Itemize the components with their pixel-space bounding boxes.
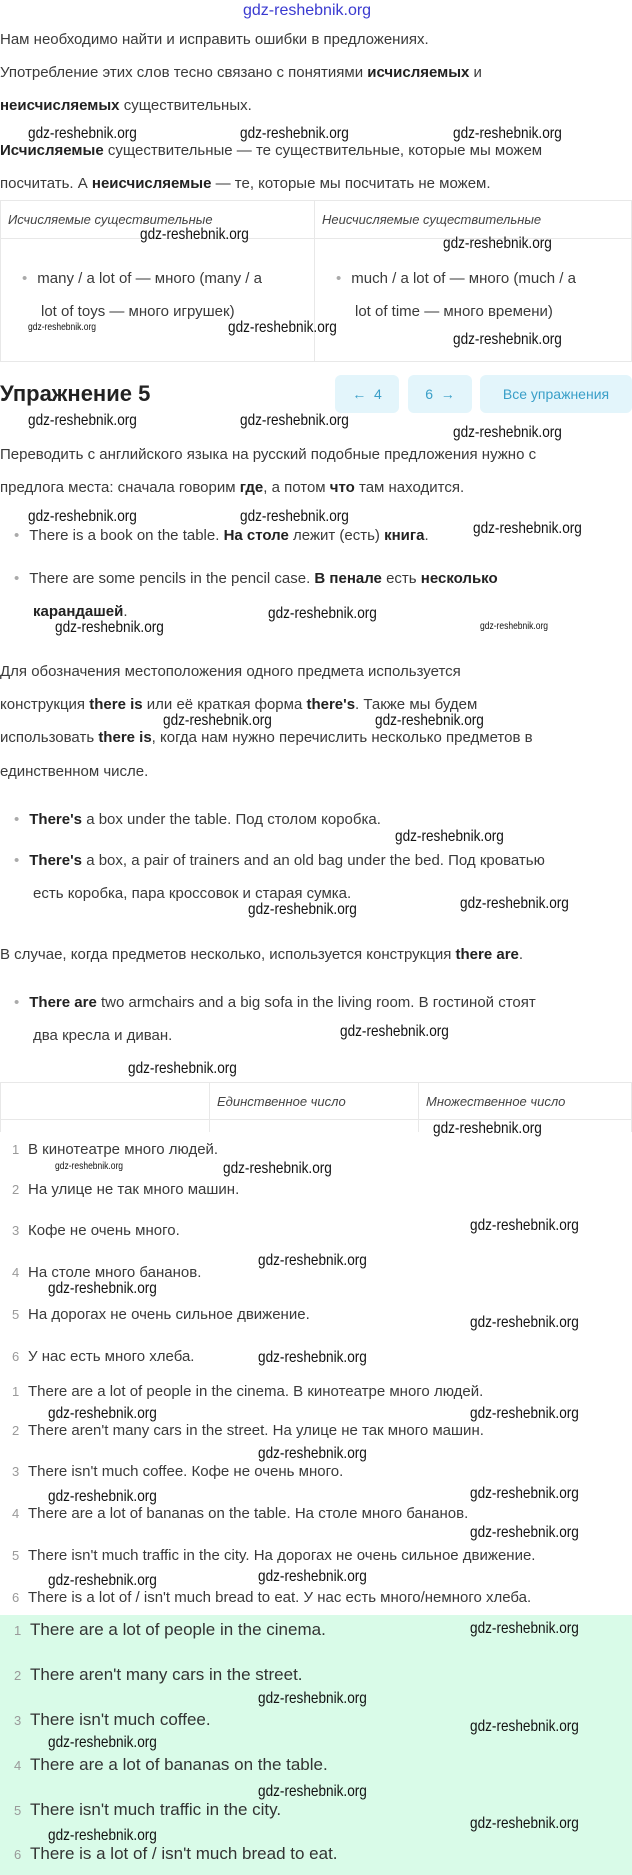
- answer-item: [12, 1589, 531, 1606]
- intro-line: [0, 97, 252, 114]
- bold-text: There's: [29, 811, 83, 828]
- numbered-item: [12, 1348, 194, 1365]
- watermark: gdz-reshebnik.org: [473, 520, 582, 537]
- answer-item: [12, 1547, 535, 1564]
- intro-line: [0, 142, 542, 159]
- watermark: gdz-reshebnik.org: [470, 1718, 579, 1735]
- watermark: gdz-reshebnik.org: [433, 1120, 542, 1137]
- bold-text: где: [239, 479, 264, 496]
- table-cell-line: lot of time — много времени): [355, 303, 553, 320]
- item-number: 2: [12, 1182, 20, 1197]
- watermark: gdz-reshebnik.org: [470, 1314, 579, 1331]
- intro-line: [0, 64, 482, 81]
- next-label: 6: [425, 386, 433, 402]
- numbered-item: [12, 1181, 239, 1198]
- watermark: gdz-reshebnik.org: [28, 125, 137, 142]
- text: В случае, когда предметов несколько, используется конструкция: [0, 946, 456, 963]
- text: Употребление этих слов тесно связано с понятиями: [0, 64, 368, 81]
- final-answer-item: [14, 1620, 326, 1640]
- text: посчитать. А: [0, 175, 92, 192]
- watermark: gdz-reshebnik.org: [470, 1405, 579, 1422]
- answer-item: [12, 1505, 468, 1522]
- bullet-item: • There's a box under the table. Под столом коробка.: [14, 811, 381, 828]
- table-header: Неисчисляемые существительные: [322, 212, 542, 227]
- table-cell-line: • many / a lot of — много (many / a: [22, 270, 262, 287]
- item-number: 6: [14, 1847, 22, 1862]
- text: существительные — те существительные, которые мы можем: [103, 142, 543, 159]
- text: , когда нам нужно перечислить несколько предметов в: [151, 729, 533, 746]
- table-header: Единственное число: [217, 1094, 346, 1109]
- item-text: There aren't many cars in the street. На улице не так много машин.: [28, 1422, 484, 1439]
- item-text: There is a lot of / isn't much bread to eat.: [30, 1844, 338, 1863]
- answer-item: [12, 1463, 343, 1480]
- item-number: 4: [12, 1506, 20, 1521]
- item-number: 5: [14, 1803, 22, 1818]
- item-text: На дорогах не очень сильное движение.: [28, 1306, 310, 1323]
- paragraph-line: [0, 696, 477, 713]
- arrow-right-icon: →: [433, 386, 455, 402]
- item-number: 1: [12, 1384, 20, 1399]
- item-number: 4: [12, 1265, 20, 1280]
- bold-text: There's: [29, 852, 83, 869]
- answer-item: [12, 1383, 483, 1400]
- bold-text: неисчисляемые: [91, 175, 212, 192]
- bold-text: исчисляемых: [367, 64, 470, 81]
- watermark: gdz-reshebnik.org: [375, 712, 484, 729]
- numbered-item: [12, 1306, 310, 1323]
- bold-text: В пенале: [314, 570, 382, 587]
- arrow-left-icon: ←: [352, 386, 374, 402]
- item-text: Кофе не очень много.: [28, 1222, 180, 1239]
- item-text: На столе много бананов.: [28, 1264, 202, 1281]
- watermark: gdz-reshebnik.org: [28, 412, 137, 429]
- watermark: gdz-reshebnik.org: [443, 235, 552, 252]
- table-cell-line: lot of toys — много игрушек): [41, 303, 235, 320]
- item-number: 6: [12, 1349, 20, 1364]
- text: Переводить с английского языка на русский подобные предложения нужно с: [0, 446, 537, 463]
- text: Нам необходимо найти и исправить ошибки в предложениях.: [0, 31, 429, 48]
- watermark: gdz-reshebnik.org: [395, 828, 504, 845]
- table-header: Множественное число: [426, 1094, 566, 1109]
- text: там находится.: [354, 479, 465, 496]
- item-number: 4: [14, 1758, 22, 1773]
- item-text: На улице не так много машин.: [28, 1181, 240, 1198]
- paragraph-line: [0, 729, 533, 746]
- item-number: 2: [12, 1423, 20, 1438]
- item-number: 2: [14, 1668, 22, 1683]
- watermark: gdz-reshebnik.org: [258, 1568, 367, 1585]
- paragraph-line: [0, 446, 536, 463]
- item-text: There are a lot of bananas on the table. На столе много бананов.: [28, 1505, 469, 1522]
- item-number: 3: [12, 1464, 20, 1479]
- watermark: gdz-reshebnik.org: [48, 1572, 157, 1589]
- item-number: 5: [12, 1548, 20, 1563]
- text: .: [518, 946, 524, 963]
- text: и: [469, 64, 482, 81]
- watermark: gdz-reshebnik.org: [240, 508, 349, 525]
- text: two armchairs and a big sofa in the living room. В гостиной стоят: [96, 994, 536, 1011]
- bullet-item: • There is a book on the table. На столе лежит (есть) книга.: [14, 527, 429, 544]
- item-text: В кинотеатре много людей.: [28, 1141, 219, 1158]
- item-number: 1: [12, 1142, 20, 1157]
- text: — те, которые мы посчитать не можем.: [211, 175, 491, 192]
- text: , а потом: [263, 479, 330, 496]
- item-text: There isn't much coffee. Кофе не очень много.: [28, 1463, 344, 1480]
- watermark: gdz-reshebnik.org: [28, 322, 97, 333]
- watermark: gdz-reshebnik.org: [48, 1280, 157, 1297]
- text: .: [424, 527, 429, 544]
- prev-exercise-button[interactable]: [335, 375, 399, 413]
- watermark: gdz-reshebnik.org: [470, 1620, 579, 1637]
- bold-text: книга: [384, 527, 425, 544]
- bullet-item: • There's a box, a pair of trainers and an old bag under the bed. Под кроватью: [14, 852, 545, 869]
- final-answer-item: [14, 1755, 328, 1775]
- item-text: There are a lot of bananas on the table.: [30, 1755, 328, 1774]
- bullet-item: • There are some pencils in the pencil case. В пенале есть несколько: [14, 570, 498, 587]
- watermark: gdz-reshebnik.org: [453, 125, 562, 142]
- exercise-title: Упражнение 5: [0, 381, 151, 406]
- item-text: There are a lot of people in the cinema.: [30, 1620, 326, 1639]
- watermark: gdz-reshebnik.org: [240, 412, 349, 429]
- watermark: gdz-reshebnik.org: [470, 1217, 579, 1234]
- bold-text: Исчисляемые: [0, 142, 104, 159]
- text: предлога места: сначала говорим: [0, 479, 240, 496]
- bold-text: несколько: [420, 570, 498, 587]
- bold-text: There are: [29, 994, 97, 1011]
- watermark: gdz-reshebnik.org: [48, 1827, 157, 1844]
- numbered-item: [12, 1141, 218, 1158]
- prev-label: 4: [373, 386, 382, 402]
- text: a box, a pair of trainers and an old bag under the bed. Под кроватью: [82, 852, 545, 869]
- item-number: 3: [14, 1713, 22, 1728]
- item-number: 6: [12, 1590, 20, 1605]
- bullet-item: • There are two armchairs and a big sofa in the living room. В гостиной стоят: [14, 994, 536, 1011]
- watermark: gdz-reshebnik.org: [258, 1252, 367, 1269]
- watermark: gdz-reshebnik.org: [228, 319, 337, 336]
- text: a box under the table. Под столом коробка.: [82, 811, 381, 828]
- bullet-item-cont: [33, 603, 128, 620]
- watermark: gdz-reshebnik.org: [470, 1524, 579, 1541]
- text: или её краткая форма: [142, 696, 307, 713]
- bold-text: На столе: [223, 527, 289, 544]
- paragraph-line: [0, 663, 461, 680]
- bold-text: there is: [98, 729, 152, 746]
- bullet-item-cont: [33, 1027, 172, 1044]
- watermark: gdz-reshebnik.org: [268, 605, 377, 622]
- text: есть: [381, 570, 421, 587]
- watermark: gdz-reshebnik.org: [248, 901, 357, 918]
- final-answer-item: [14, 1800, 281, 1820]
- watermark: gdz-reshebnik.org: [453, 331, 562, 348]
- watermark: gdz-reshebnik.org: [223, 1160, 332, 1177]
- text: два кресла и диван.: [33, 1027, 173, 1044]
- item-text: There isn't much traffic in the city.: [30, 1800, 282, 1819]
- bullet-item-cont: [33, 885, 351, 902]
- text: There is a book on the table.: [29, 527, 224, 544]
- watermark: gdz-reshebnik.org: [470, 1815, 579, 1832]
- watermark: gdz-reshebnik.org: [258, 1445, 367, 1462]
- final-answer-item: [14, 1665, 303, 1685]
- bold-text: there are: [455, 946, 519, 963]
- table-cell-line: • much / a lot of — много (much / a: [336, 270, 576, 287]
- watermark: gdz-reshebnik.org: [470, 1485, 579, 1502]
- bold-text: что: [329, 479, 355, 496]
- numbered-item: [12, 1264, 201, 1281]
- bold-text: неисчисляемых: [0, 97, 120, 114]
- watermark: gdz-reshebnik.org: [55, 619, 164, 636]
- item-text: There are a lot of people in the cinema. В кинотеатре много людей.: [28, 1383, 484, 1400]
- item-text: There aren't many cars in the street.: [30, 1665, 303, 1684]
- item-number: 5: [12, 1307, 20, 1322]
- watermark: gdz-reshebnik.org: [258, 1349, 367, 1366]
- text: . Также мы будем: [355, 696, 478, 713]
- bold-text: there is: [89, 696, 143, 713]
- text: лежит (есть): [288, 527, 385, 544]
- intro-line: [0, 175, 491, 192]
- item-text: У нас есть много хлеба.: [28, 1348, 195, 1365]
- text: существительных.: [119, 97, 252, 114]
- watermark: gdz-reshebnik.org: [48, 1488, 157, 1505]
- text: Для обозначения местоположения одного предмета используется: [0, 663, 461, 680]
- header-watermark: gdz-reshebnik.org: [243, 2, 372, 19]
- watermark: gdz-reshebnik.org: [128, 1060, 237, 1077]
- watermark: gdz-reshebnik.org: [163, 712, 272, 729]
- watermark: gdz-reshebnik.org: [140, 226, 249, 243]
- all-exercises-button[interactable]: Все упражнения: [480, 375, 632, 413]
- watermark: gdz-reshebnik.org: [48, 1405, 157, 1422]
- paragraph-line: [0, 763, 148, 780]
- watermark: gdz-reshebnik.org: [258, 1690, 367, 1707]
- watermark: gdz-reshebnik.org: [460, 895, 569, 912]
- watermark: gdz-reshebnik.org: [240, 125, 349, 142]
- paragraph-line: [0, 479, 464, 496]
- watermark: gdz-reshebnik.org: [340, 1023, 449, 1040]
- text: .: [123, 603, 128, 620]
- watermark: gdz-reshebnik.org: [453, 424, 562, 441]
- watermark: gdz-reshebnik.org: [258, 1783, 367, 1800]
- watermark: gdz-reshebnik.org: [48, 1734, 157, 1751]
- answer-item: [12, 1422, 484, 1439]
- watermark: gdz-reshebnik.org: [480, 621, 549, 632]
- text: есть коробка, пара кроссовок и старая сумка.: [33, 885, 352, 902]
- intro-line: [0, 31, 429, 48]
- item-text: There isn't much coffee.: [30, 1710, 211, 1729]
- final-answer-item: [14, 1710, 211, 1730]
- table-header: Исчисляемые существительные: [8, 212, 213, 227]
- next-exercise-button[interactable]: [408, 375, 472, 413]
- bold-text: there's: [306, 696, 356, 713]
- text: конструкция: [0, 696, 90, 713]
- item-text: There isn't much traffic in the city. На дорогах не очень сильное движение.: [28, 1547, 536, 1564]
- item-number: 1: [14, 1623, 22, 1638]
- text: использовать: [0, 729, 99, 746]
- text: There are some pencils in the pencil case.: [29, 570, 315, 587]
- item-number: 3: [12, 1223, 20, 1238]
- final-answer-item: [14, 1844, 338, 1864]
- numbered-item: [12, 1222, 180, 1239]
- bold-text: карандашей: [33, 603, 124, 620]
- watermark: gdz-reshebnik.org: [55, 1161, 124, 1172]
- paragraph-line: [0, 946, 523, 963]
- watermark: gdz-reshebnik.org: [28, 508, 137, 525]
- item-text: There is a lot of / isn't much bread to eat. У нас есть много/немного хлеба.: [28, 1589, 532, 1606]
- text: единственном числе.: [0, 763, 149, 780]
